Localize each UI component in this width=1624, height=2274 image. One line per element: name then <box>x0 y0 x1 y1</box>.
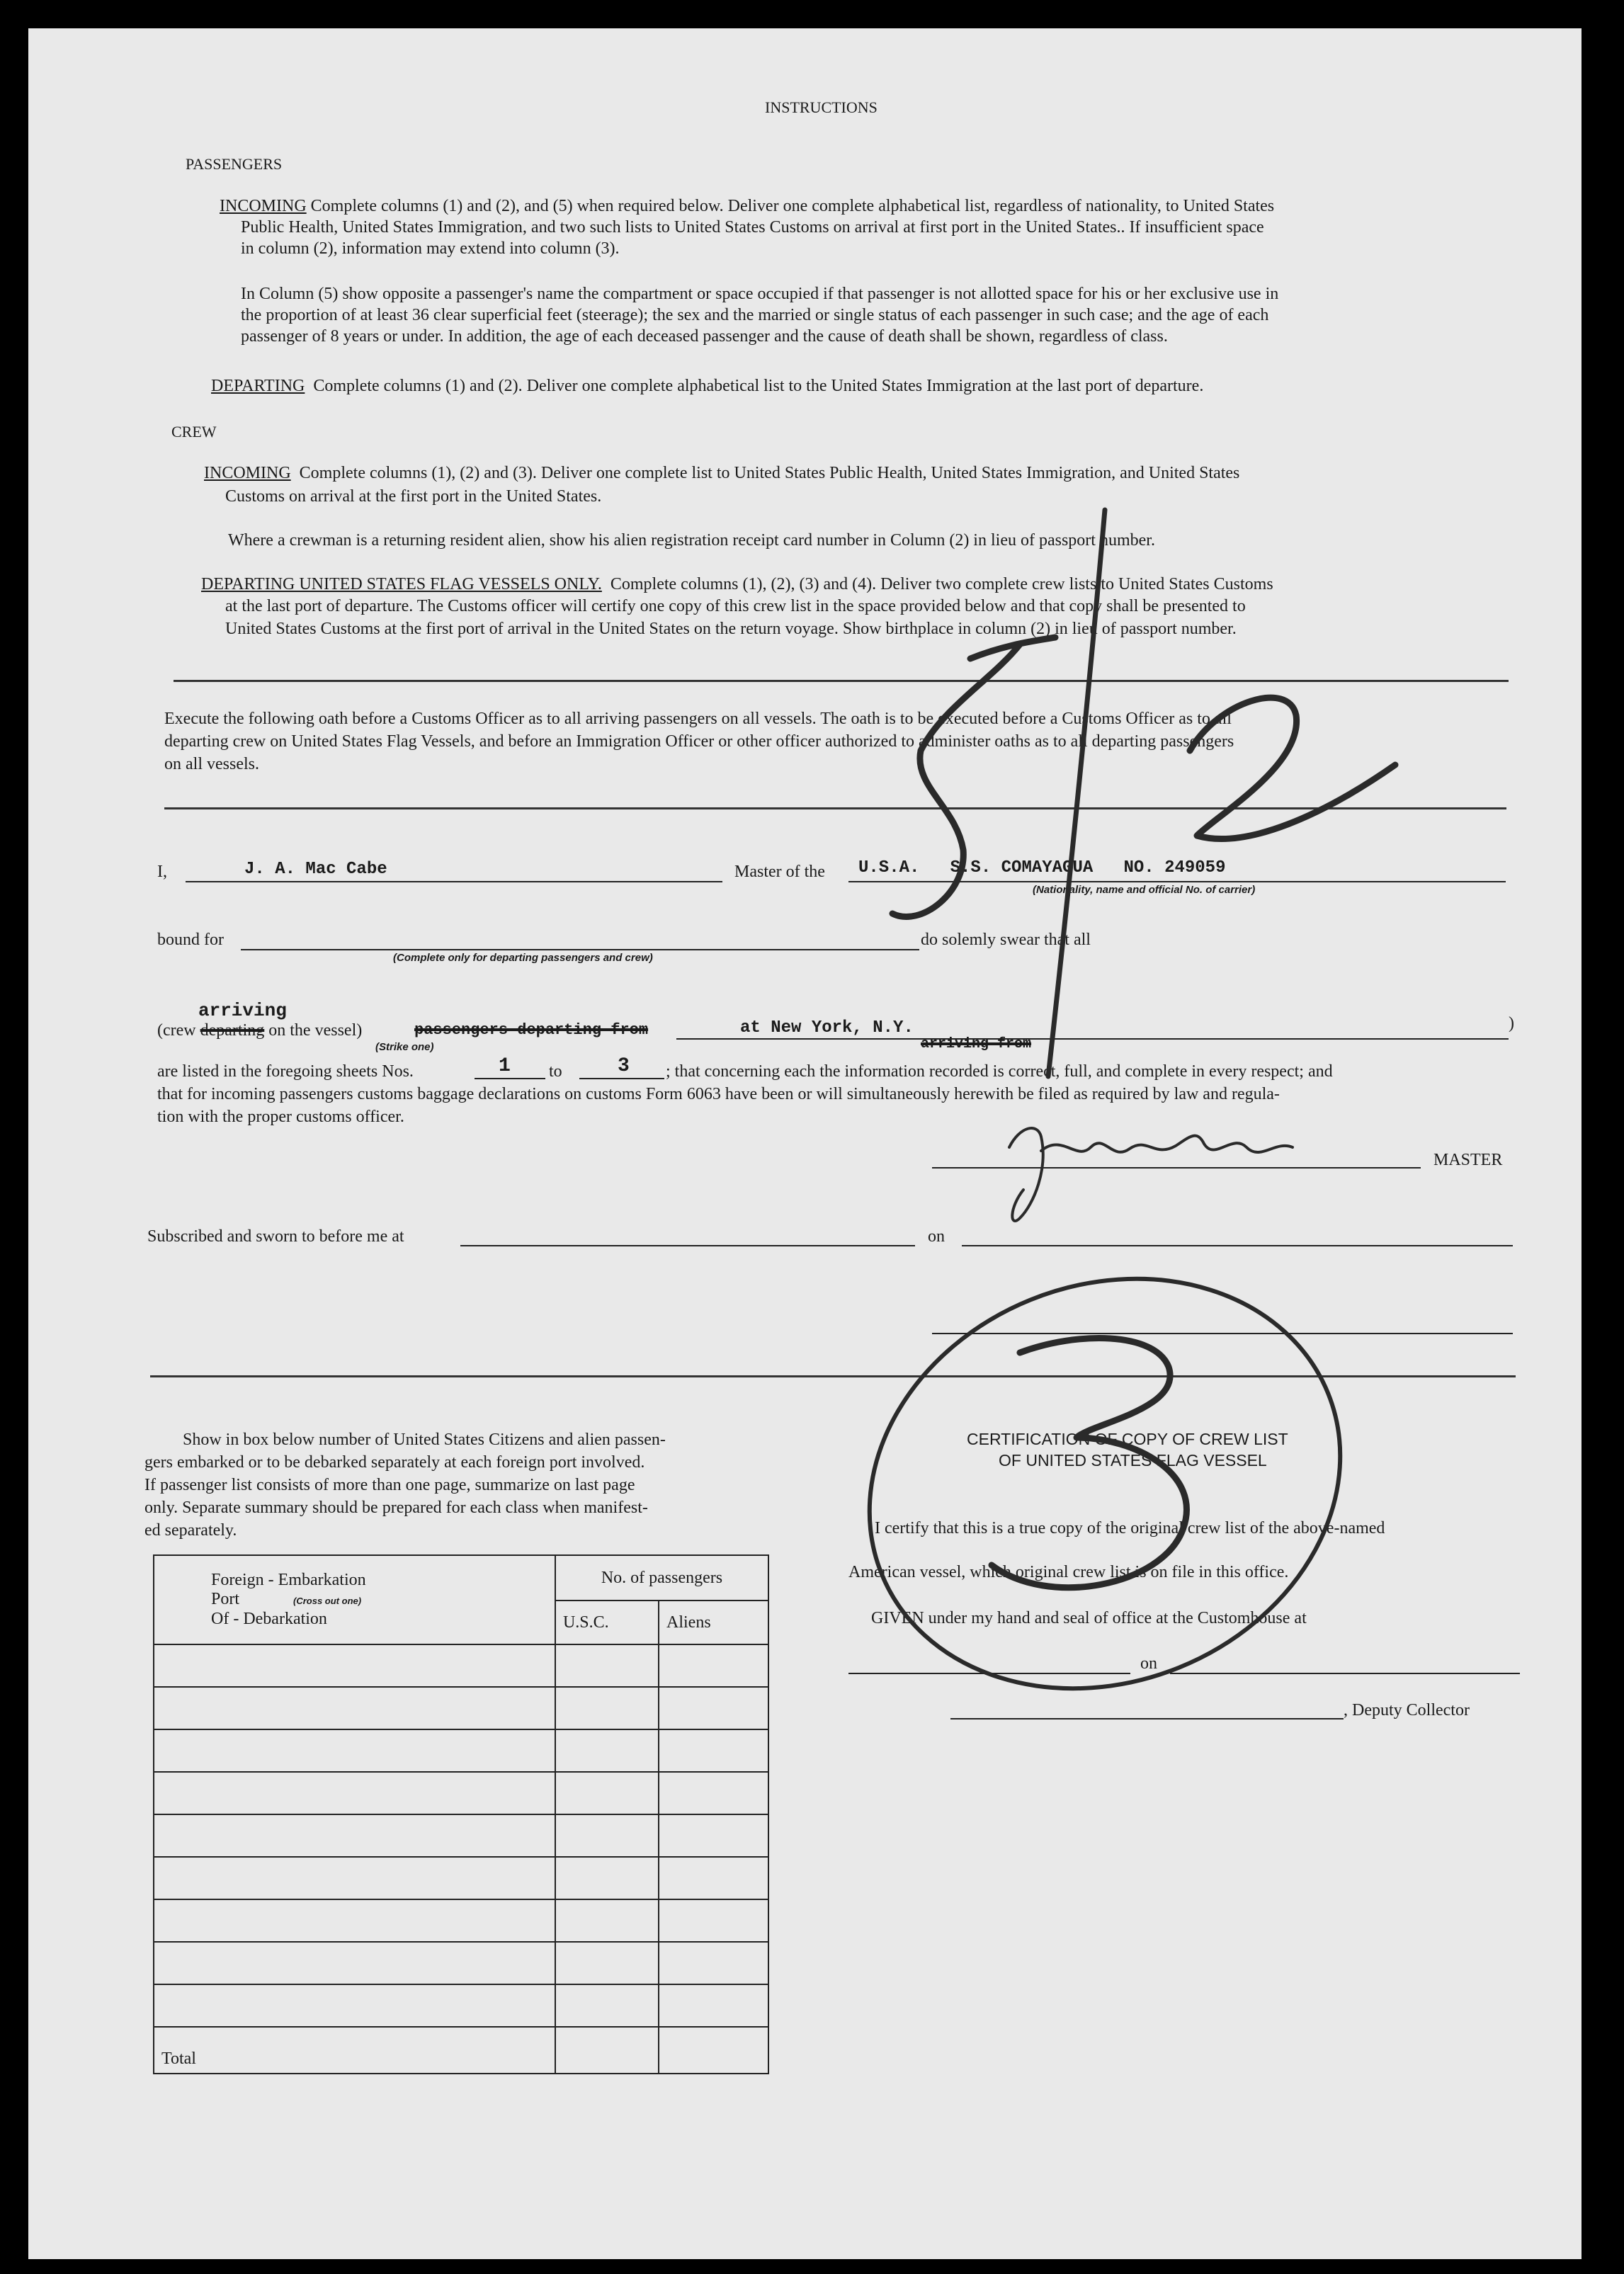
port-cell[interactable] <box>154 1984 555 2027</box>
subscribed-date-line[interactable] <box>962 1245 1513 1246</box>
deputy-collector-label: , Deputy Collector <box>1344 1701 1470 1719</box>
subscribed-place-line[interactable] <box>460 1245 915 1246</box>
swear-text: do solemly swear that all <box>921 931 1091 949</box>
aliens-cell[interactable] <box>659 1857 768 1899</box>
officer-signature-line[interactable] <box>932 1333 1513 1334</box>
subscribed-label: Subscribed and sworn to before me at <box>147 1227 404 1246</box>
summary-line3: If passenger list consists of more than one page, summarize on last page <box>144 1476 635 1494</box>
total-row <box>154 2027 768 2074</box>
bound-for-caption: (Complete only for departing passengers and crew) <box>393 952 653 964</box>
close-paren: ) <box>1509 1014 1514 1033</box>
table-row <box>154 1644 768 1687</box>
summary-line5: ed separately. <box>144 1521 237 1540</box>
crew-heading: CREW <box>171 423 217 440</box>
bound-for-label: bound for <box>157 931 224 949</box>
port-line <box>676 1038 1509 1040</box>
certification-date-line[interactable] <box>1170 1673 1520 1674</box>
section-divider <box>150 1375 1516 1377</box>
passengers-heading: PASSENGERS <box>186 155 283 173</box>
port-cell[interactable] <box>154 1729 555 1772</box>
usc-cell[interactable] <box>555 1984 659 2027</box>
vessel-line <box>848 881 1506 882</box>
passengers-col5-line3: passenger of 8 years or under. In addition, the age of each deceased passenger and the cause of death shall be shown, regardless of class. <box>241 327 1168 346</box>
strike-one-caption: (Strike one) <box>375 1041 434 1053</box>
aliens-cell[interactable] <box>659 1984 768 2027</box>
master-signature-line[interactable] <box>932 1167 1421 1169</box>
table-row <box>154 1984 768 2027</box>
certification-line3: GIVEN under my hand and seal of office at the Customhouse at <box>871 1609 1307 1627</box>
port-cell[interactable] <box>154 1644 555 1687</box>
crew-departing-text: Complete columns (1), (2), (3) and (4). Deliver two complete crew lists to United States Customs <box>610 575 1273 593</box>
vessel-field[interactable]: U.S.A. S.S. COMAYAGUA NO. 249059 <box>858 858 1226 877</box>
bound-for-line[interactable] <box>241 949 919 950</box>
no-passengers-header: No. of passengers <box>555 1555 768 1601</box>
sheets-label: are listed in the foregoing sheets Nos. <box>157 1062 414 1081</box>
table-row <box>154 1687 768 1729</box>
aliens-header: Aliens <box>659 1601 768 1644</box>
total-aliens-cell[interactable] <box>659 2027 768 2074</box>
crew-struck-word: departing <box>200 1021 265 1040</box>
certification-line1: I certify that this is a true copy of the original crew list of the above-named <box>875 1519 1385 1537</box>
usc-cell[interactable] <box>555 1814 659 1857</box>
certification-line2: American vessel, which original crew list is on file in this office. <box>848 1563 1289 1581</box>
master-name-line <box>186 881 722 882</box>
total-usc-cell[interactable] <box>555 2027 659 2074</box>
passengers-incoming-text: Complete columns (1) and (2), and (5) when required below. Deliver one complete alphabetical list, regardless of nationality, to United States <box>310 197 1275 215</box>
passengers-incoming-label: INCOMING <box>220 197 307 215</box>
aliens-cell[interactable] <box>659 1729 768 1772</box>
usc-cell[interactable] <box>555 1942 659 1984</box>
aliens-cell[interactable] <box>659 1772 768 1814</box>
passengers-col5-line2: the proportion of at least 36 clear superficial feet (steerage); the sex and the married or single status of each passenger in such case; and the age of each <box>241 306 1269 324</box>
passengers-incoming-line1 <box>220 197 1274 215</box>
usc-cell[interactable] <box>555 1857 659 1899</box>
struck-arriving-text: arriving from <box>921 1036 1032 1052</box>
certification-title-1: CERTIFICATION OF COPY OF CREW LIST <box>967 1430 1288 1448</box>
section-divider <box>164 807 1506 809</box>
debarkation-label: Of - Debarkation <box>211 1609 327 1628</box>
on-vessel-text: on the vessel) <box>268 1021 363 1040</box>
aliens-cell[interactable] <box>659 1687 768 1729</box>
port-field[interactable]: at New York, N.Y. <box>740 1018 914 1037</box>
sheet-to-line <box>579 1078 664 1079</box>
arriving-handwritten: arriving <box>198 1000 287 1021</box>
total-label: Total <box>154 2027 555 2074</box>
sheet-to-field[interactable]: 3 <box>618 1055 630 1077</box>
customs-line2: that for incoming passengers customs baggage declarations on customs Form 6063 have been or will simultaneously herewith be filed as required by law and regula- <box>157 1085 1280 1103</box>
summary-line2: gers embarked or to be debarked separately at each foreign port involved. <box>144 1453 645 1472</box>
page-title: INSTRUCTIONS <box>765 98 878 116</box>
master-name-field[interactable]: J. A. Mac Cabe <box>244 860 387 879</box>
port-cell[interactable] <box>154 1687 555 1729</box>
usc-cell[interactable] <box>555 1687 659 1729</box>
port-cell[interactable] <box>154 1942 555 1984</box>
aliens-cell[interactable] <box>659 1644 768 1687</box>
port-cell[interactable] <box>154 1772 555 1814</box>
crew-resident-text: Where a crewman is a returning resident alien, show his alien registration receipt card number in Column (2) in lieu of passport number. <box>228 531 1155 550</box>
port-header <box>154 1555 555 1644</box>
struck-passengers-text: passengers departing from <box>414 1021 649 1039</box>
usc-cell[interactable] <box>555 1772 659 1814</box>
passengers-departing-text: Complete columns (1) and (2). Deliver one complete alphabetical list to the United States Immigration at the last port of departure. <box>313 377 1204 395</box>
sheet-from-line <box>475 1078 545 1079</box>
usc-cell[interactable] <box>555 1899 659 1942</box>
table-row <box>154 1729 768 1772</box>
port-cell[interactable] <box>154 1814 555 1857</box>
usc-cell[interactable] <box>555 1644 659 1687</box>
table-row <box>154 1899 768 1942</box>
embarkation-label: Foreign - Embarkation <box>211 1570 366 1589</box>
customhouse-line[interactable] <box>848 1673 1130 1674</box>
port-cell[interactable] <box>154 1857 555 1899</box>
aliens-cell[interactable] <box>659 1814 768 1857</box>
passengers-col5-line1: In Column (5) show opposite a passenger's name the compartment or space occupied if that passenger is not allotted space for his or her exclusive use in <box>241 285 1279 303</box>
port-label: Port <box>211 1590 240 1609</box>
table-row <box>154 1857 768 1899</box>
oath-line2: departing crew on United States Flag Vessels, and before an Immigration Officer or other officer authorized to administer oaths as to all departing passengers <box>164 732 1234 751</box>
master-of-label: Master of the <box>734 863 825 881</box>
crew-incoming-line1 <box>204 464 1239 482</box>
table-row <box>154 1814 768 1857</box>
passengers-incoming-line3: in column (2), information may extend into column (3). <box>241 239 620 258</box>
passengers-incoming-line2: Public Health, United States Immigration, and two such lists to United States Customs on arrival at first port in the United States.. If insufficient space <box>241 218 1264 237</box>
cross-out-caption: (Cross out one) <box>293 1596 362 1607</box>
passengers-departing-line <box>211 377 1203 395</box>
passenger-summary-table <box>153 1554 769 2074</box>
section-divider <box>174 680 1509 682</box>
crew-departing-line3: United States Customs at the first port of arrival in the United States on the return voyage. Show birthplace in column (2) in lieu of passport number. <box>225 620 1237 638</box>
crew-departing-line2: at the last port of departure. The Customs officer will certify one copy of this crew list in the space provided below and that copy shall be presented to <box>225 597 1246 615</box>
port-cell[interactable] <box>154 1899 555 1942</box>
usc-cell[interactable] <box>555 1729 659 1772</box>
crew-open-paren: (crew <box>157 1021 196 1040</box>
oath-line1: Execute the following oath before a Customs Officer as to all arriving passengers on all vessels. The oath is to be executed before a Customs Officer as to all <box>164 710 1232 728</box>
vessel-caption: (Nationality, name and official No. of carrier) <box>1033 884 1256 896</box>
certification-title-2: OF UNITED STATES FLAG VESSEL <box>999 1451 1267 1469</box>
i-label: I, <box>157 863 167 881</box>
certification-on-label: on <box>1140 1654 1157 1673</box>
passengers-departing-label: DEPARTING <box>211 377 305 395</box>
crew-strike-line <box>157 1021 362 1040</box>
usc-header: U.S.C. <box>555 1601 659 1644</box>
table-row <box>154 1772 768 1814</box>
crew-incoming-label: INCOMING <box>204 464 291 482</box>
customs-line3: tion with the proper customs officer. <box>157 1108 404 1126</box>
master-label: MASTER <box>1433 1151 1503 1169</box>
crew-departing-label: DEPARTING UNITED STATES FLAG VESSELS ONLY. <box>201 575 602 593</box>
summary-line4: only. Separate summary should be prepared for each class when manifest- <box>144 1499 648 1517</box>
sheets-rest: ; that concerning each the information recorded is correct, full, and complete in every respect; and <box>666 1062 1333 1081</box>
summary-line1: Show in box below number of United States Citizens and alien passen- <box>183 1431 666 1449</box>
crew-incoming-line2: Customs on arrival at the first port in the United States. <box>225 487 602 506</box>
table-row <box>154 1942 768 1984</box>
oath-line3: on all vessels. <box>164 755 259 773</box>
sheet-from-field[interactable]: 1 <box>499 1055 511 1077</box>
crew-departing-line1 <box>201 575 1273 593</box>
aliens-cell[interactable] <box>659 1942 768 1984</box>
aliens-cell[interactable] <box>659 1899 768 1942</box>
to-label: to <box>549 1062 562 1081</box>
deputy-collector-line[interactable] <box>950 1718 1344 1719</box>
subscribed-on-label: on <box>928 1227 945 1246</box>
crew-incoming-text: Complete columns (1), (2) and (3). Deliver one complete list to United States Public Health, United States Immigration, and United States <box>299 464 1240 482</box>
